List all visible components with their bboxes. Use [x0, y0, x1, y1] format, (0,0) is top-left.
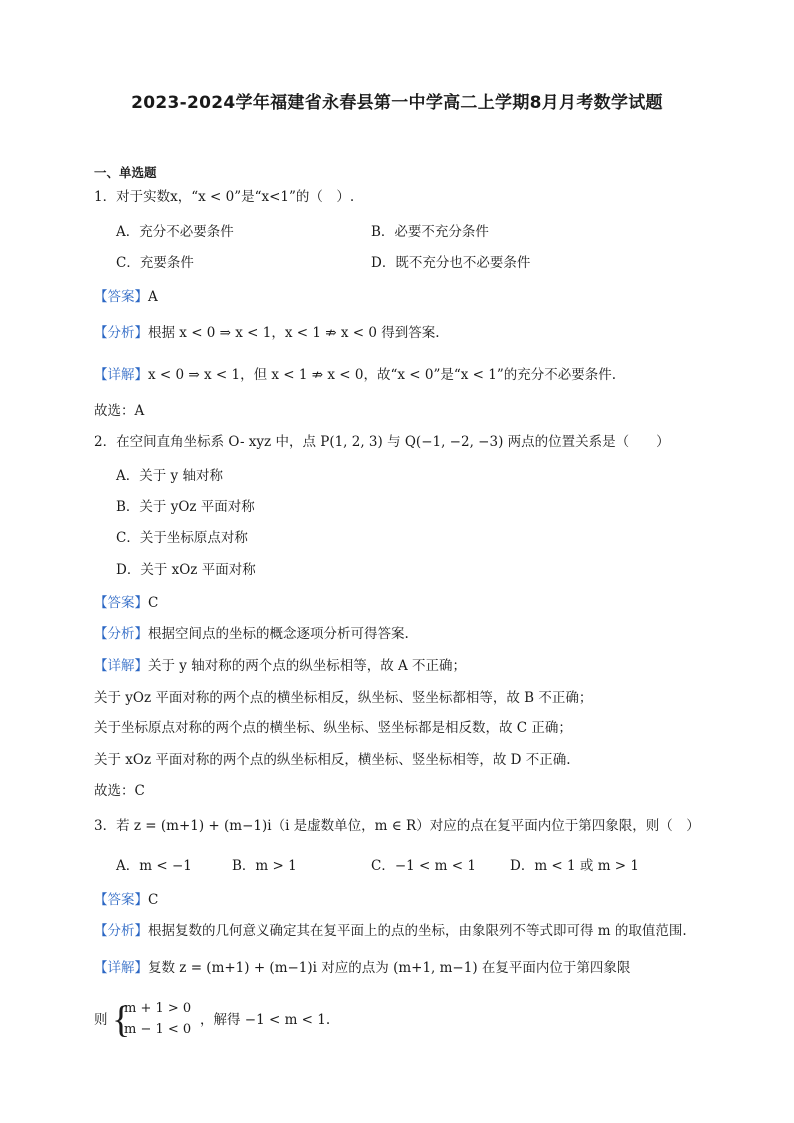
detail-tag: 【详解】 — [94, 960, 148, 976]
q3-option-c: C．−1 < m < 1 — [371, 858, 476, 874]
section-heading: 一、单选题 — [94, 165, 157, 180]
q2-option-b: B．关于 yOz 平面对称 — [116, 499, 255, 515]
q2-detail — [94, 656, 466, 676]
answer-value: A — [148, 289, 158, 305]
detail-text: 复数 z = (m+1) + (m−1)i 对应的点为 (m+1, m−1) 在复平面内位于第四象限 — [148, 960, 631, 976]
detail-text: x < 0 ⇒ x < 1，但 x < 1 ⇏ x < 0，故“x < 0”是“x < 1”的充分不必要条件. — [148, 367, 617, 383]
q2-answer — [94, 593, 158, 613]
q2-analysis — [94, 624, 409, 644]
q3-system-line-1: m + 1 > 0 — [124, 1001, 192, 1016]
q1-answer — [94, 287, 158, 307]
q1-option-a: A．充分不必要条件 — [116, 224, 234, 240]
detail-tag: 【详解】 — [94, 658, 148, 674]
q3-stem: 3．若 z = (m+1) + (m−1)i（i 是虚数单位，m ∈ R）对应的点在复平面内位于第四象限，则（ ） — [94, 818, 700, 834]
system-brace: { — [112, 999, 131, 1041]
analysis-text: 根据复数的几何意义确定其在复平面上的点的坐标，由象限列不等式即可得 m 的取值范围. — [148, 923, 687, 939]
q3-analysis — [94, 921, 687, 941]
analysis-tag: 【分析】 — [94, 923, 148, 939]
q3-answer — [94, 890, 158, 910]
q2-option-d: D．关于 xOz 平面对称 — [116, 562, 256, 578]
q3-then: 则 — [94, 1012, 108, 1028]
q1-option-c: C．充要条件 — [116, 255, 194, 271]
q2-detail-line-2: 关于 yOz 平面对称的两个点的横坐标相反，纵坐标、竖坐标都相等，故 B 不正确； — [94, 690, 593, 706]
analysis-tag: 【分析】 — [94, 325, 148, 341]
answer-tag: 【答案】 — [94, 595, 148, 611]
q1-option-b: B．必要不充分条件 — [371, 224, 489, 240]
q2-option-c: C．关于坐标原点对称 — [116, 530, 248, 546]
answer-tag: 【答案】 — [94, 892, 148, 908]
detail-tag: 【详解】 — [94, 367, 148, 383]
q2-choose: 故选：C — [94, 783, 145, 799]
q1-stem: 1．对于实数x，“x < 0”是“x<1”的（ ）. — [94, 189, 355, 205]
q3-option-a: A．m < −1 — [116, 858, 192, 874]
q3-option-b: B．m > 1 — [232, 858, 297, 874]
q3-detail — [94, 958, 630, 978]
detail-text: 关于 y 轴对称的两个点的纵坐标相等，故 A 不正确； — [148, 658, 467, 674]
page-title: 2023-2024学年福建省永春县第一中学高二上学期8月月考数学试题 — [131, 93, 663, 113]
answer-tag: 【答案】 — [94, 289, 148, 305]
q1-detail — [94, 365, 616, 385]
analysis-tag: 【分析】 — [94, 626, 148, 642]
q3-option-d: D．m < 1 或 m > 1 — [510, 858, 639, 874]
analysis-text: 根据 x < 0 ⇒ x < 1，x < 1 ⇏ x < 0 得到答案. — [148, 325, 440, 341]
q3-system-line-2: m − 1 < 0 — [124, 1022, 192, 1037]
answer-value: C — [148, 892, 159, 908]
analysis-text: 根据空间点的坐标的概念逐项分析可得答案. — [148, 626, 409, 642]
q2-option-a: A．关于 y 轴对称 — [116, 468, 223, 484]
q3-result: ，解得 −1 < m < 1. — [200, 1012, 331, 1028]
q1-choose: 故选：A — [94, 403, 145, 419]
answer-value: C — [148, 595, 159, 611]
q2-detail-line-4: 关于 xOz 平面对称的两个点的纵坐标相反，横坐标、竖坐标相等，故 D 不正确. — [94, 752, 571, 768]
q1-analysis — [94, 323, 440, 343]
q1-option-d: D．既不充分也不必要条件 — [371, 255, 531, 271]
q2-stem: 2．在空间直角坐标系 O- xyz 中，点 P(1, 2, 3) 与 Q(−1, −2, −3) 两点的位置关系是（ ） — [94, 434, 670, 450]
q2-detail-line-3: 关于坐标原点对称的两个点的横坐标、纵坐标、竖坐标都是相反数，故 C 正确； — [94, 720, 572, 736]
